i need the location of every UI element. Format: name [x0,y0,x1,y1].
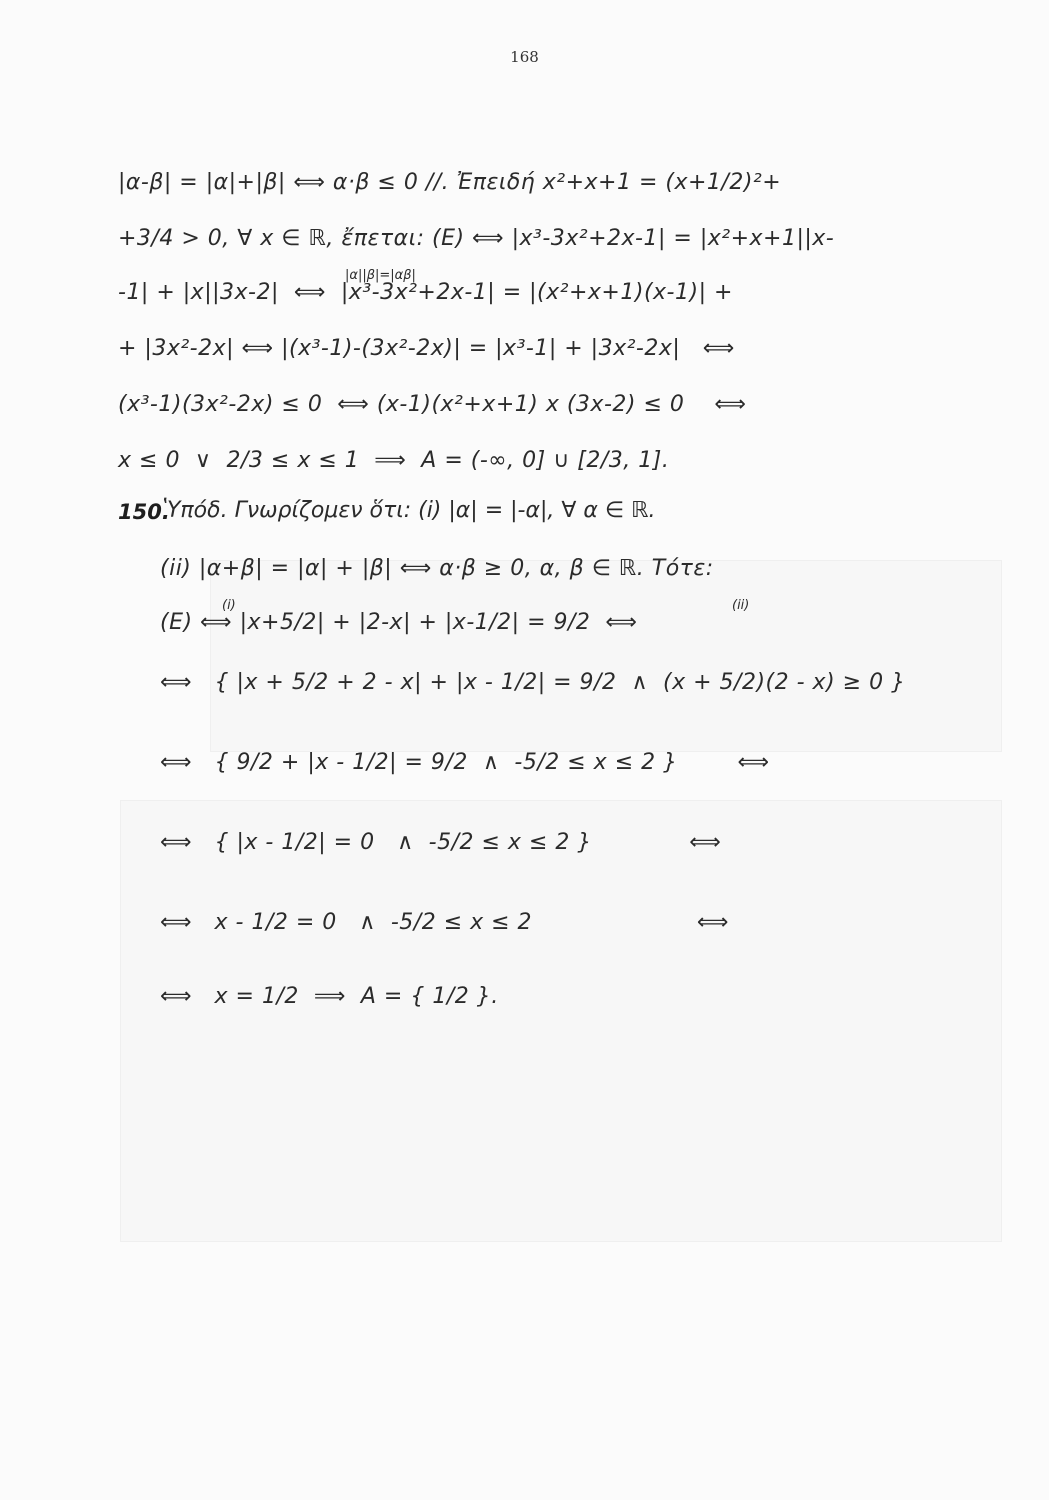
overset-label: |α||β|=|αβ| [345,268,416,283]
item-line-1: (ii) |α+β| = |α| + |β| ⟺ α·β ≥ 0, α, β ∈ ℝ. Τότε: [160,556,714,581]
item-line-6: ⟺ x - 1/2 = 0 ∧ -5/2 ≤ x ≤ 2 ⟺ [160,910,729,935]
item-intro: ʽΥπόδ. Γνωρίζομεν ὅτι: (i) |α| = |-α|, ∀ α ∈ ℝ. [160,498,656,523]
text-line-6: x ≤ 0 ∨ 2/3 ≤ x ≤ 1 ⟹ A = (-∞, 0] ∪ [2/3, 1]. [118,448,670,473]
text-line-3: -1| + |x||3x-2| ⟺ |x³-3x²+2x-1| = |(x²+x+1)(x-1)| + [118,280,733,305]
text-line-2: +3/4 > 0, ∀ x ∈ ℝ, ἔπεται: (E) ⟺ |x³-3x²+2x-1| = |x²+x+1||x- [118,226,835,251]
overset-label-ii: (ii) [732,598,750,613]
item-number: 150. [118,500,170,524]
item-line-5: ⟺ { |x - 1/2| = 0 ∧ -5/2 ≤ x ≤ 2 } ⟺ [160,830,722,855]
text-line-4: + |3x²-2x| ⟺ |(x³-1)-(3x²-2x)| = |x³-1| + |3x²-2x| ⟺ [118,336,735,361]
page-number: 168 [510,48,539,66]
item-line-4: ⟺ { 9/2 + |x - 1/2| = 9/2 ∧ -5/2 ≤ x ≤ 2 } ⟺ [160,750,770,775]
text-line-1: |α-β| = |α|+|β| ⟺ α·β ≤ 0 //. Ἐπειδή x²+x+1 = (x+1/2)²+ [118,170,782,195]
text-line-5: (x³-1)(3x²-2x) ≤ 0 ⟺ (x-1)(x²+x+1) x (3x-2) ≤ 0 ⟺ [118,392,747,417]
item-line-3: ⟺ { |x + 5/2 + 2 - x| + |x - 1/2| = 9/2 ∧ (x + 5/2)(2 - x) ≥ 0 } [160,670,906,695]
item-line-7: ⟺ x = 1/2 ⟹ A = { 1/2 }. [160,984,499,1009]
bleed-through-area [210,560,1002,752]
item-line-2: (E) ⟺ |x+5/2| + |2-x| + |x-1/2| = 9/2 ⟺ [160,610,638,635]
bleed-through-area [120,800,1002,1242]
overset-label-i: (i) [222,598,236,613]
